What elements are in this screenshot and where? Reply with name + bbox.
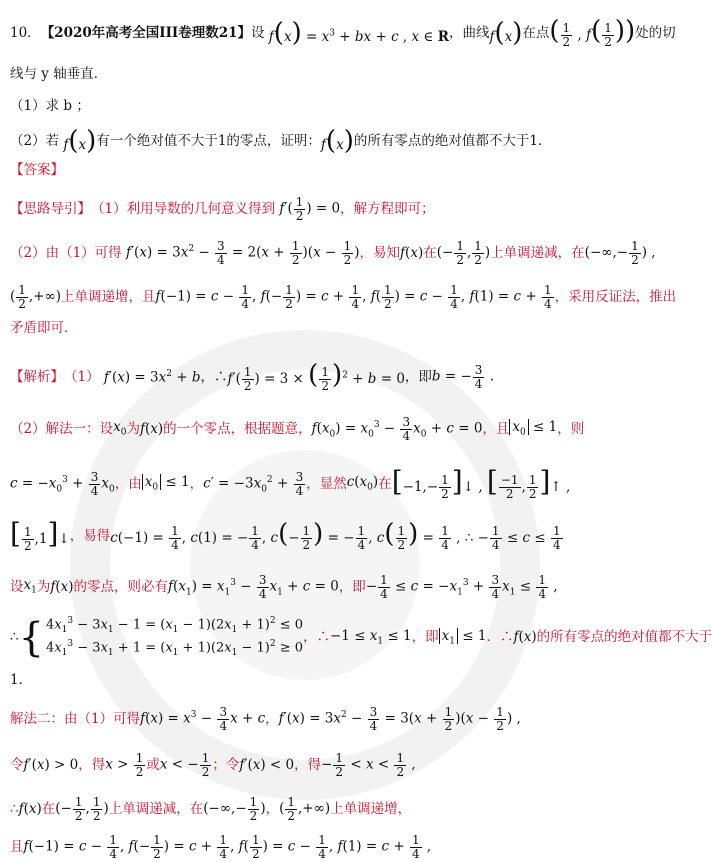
problem-number: 10． <box>10 24 41 41</box>
math: ∴ <box>10 629 19 646</box>
text: ， <box>265 710 279 727</box>
solution-line-system <box>10 614 712 661</box>
math: x < − $\frac{1}{2}$ <box>159 751 210 779</box>
answer-label: 【答案】 <box>10 162 64 178</box>
math: f(x) <box>18 800 42 817</box>
math: c(−1) = $\frac{1}{4}$ , c(1) = − $\frac{1}{4}$ , c(− $\frac{1}{2}$ ) = − $\frac{1}{4}$ , c( $\frac{1}{2}$ ) = $\frac{1}{4}$ , ∴ − $\frac{1}{4}$ ≤ c ≤ $\frac{1}{4}$ <box>110 519 561 552</box>
math: f(x) <box>320 126 354 156</box>
text: ，则 <box>557 420 585 437</box>
math: ( $\frac{1}{2}$ ,+∞) <box>10 283 62 311</box>
math: f(x) <box>400 244 424 261</box>
text: 1． <box>10 672 33 688</box>
math: (− $\frac{1}{2}$ , $\frac{1}{2}$ ) <box>55 795 109 823</box>
text: 在 <box>41 800 56 817</box>
text: 在 <box>378 475 392 492</box>
math: f′( $\frac{1}{2}$ ) = 3 × ( $\frac{1}{2}$ )$^2$ + b = 0 <box>227 360 405 393</box>
problem-part-2 <box>10 128 632 154</box>
brace: { <box>18 614 45 661</box>
math: $f(x_1) = x_1^3$ − $\frac{3}{4}$ $x_1 + c = 0$ <box>168 573 339 601</box>
problem-part-1 <box>10 98 632 115</box>
problem-line-1 <box>10 16 676 49</box>
solution-label: 【解析】 <box>10 368 64 385</box>
solution-line-ling <box>10 752 632 778</box>
text: 矛盾即可． <box>10 320 78 336</box>
problem-source: 【2020年高考全国III卷理数21】 <box>40 24 251 41</box>
math: f(x) <box>139 420 164 437</box>
math: f(x) <box>513 629 537 646</box>
problem-line-2 <box>10 66 632 83</box>
solution-method1 <box>10 416 632 442</box>
solution-line-inc <box>10 517 632 553</box>
text: 线与 y 轴垂直． <box>10 66 108 82</box>
text: ，解方程即可； <box>340 200 435 217</box>
hint-label: 【思路导引】 <box>10 200 91 217</box>
math: $c = -x_0^3$ + $\frac{3}{4}$ $x_0$ <box>10 470 115 498</box>
math-system: $4x_1^3 - 3x_1 - 1 = (x_1 - 1)(2x_1 + 1)^2 \le 0$ $4x_1^3 - 3x_1 + 1 = (x_1 + 1)(2x_1 - 1)^2 \ge 0$ <box>46 616 303 658</box>
text: （2）若 <box>10 132 60 149</box>
math: f(−1) = c − $\frac{1}{4}$ , f(− $\frac{1}{2}$ ) = c + $\frac{1}{4}$ , f( $\frac{1}{2}$ ) = c − $\frac{1}{4}$ , f(1) = c + $\frac{1}{4}$ , <box>23 833 432 861</box>
math: $f'(x) = 3x^2$ − $\frac{3}{4}$ = 2(x + $\frac{1}{2}$ )(x − $\frac{1}{2}$ ) <box>125 239 360 267</box>
text: ．∴ <box>486 629 514 646</box>
math: $f(x) = x^3$ + bx + c , x ∈ R <box>268 18 449 49</box>
text: 在点 <box>522 24 550 41</box>
math: $x_0$ <box>113 419 127 438</box>
text: ，由 <box>114 475 142 492</box>
math: $-1 \le x_1 \le 1$ <box>330 627 412 647</box>
text: 的零点，则必有 <box>73 578 169 595</box>
math: [−1,− $\frac{1}{2}$ ]↓ , [ $\frac{-1}{2}$ , $\frac{1}{2}$ ]↑ , <box>391 465 571 501</box>
hint-line-3 <box>10 283 677 311</box>
math: b = − $\frac{3}{4}$ . <box>431 363 495 391</box>
text: 上单调递增，且 <box>61 288 156 305</box>
math: − $\frac{1}{2}$ < x < $\frac{1}{2}$ , <box>321 751 416 779</box>
text: ，得 <box>78 756 106 773</box>
math: (−∞,− $\frac{1}{2}$ ) , <box>584 239 656 267</box>
text: ，易得 <box>69 527 111 544</box>
text: 上单调递减，在 <box>108 800 204 817</box>
text: 处的切 <box>635 24 676 41</box>
text: 上单调递减，在 <box>490 244 585 261</box>
math: $f'(x) = 3x^2$ − $\frac{3}{4}$ = 3(x + $\frac{1}{2}$ )(x − $\frac{1}{2}$ ) , <box>278 705 521 733</box>
text: 有一个绝对值不大于1的零点，证明： <box>96 132 321 149</box>
text: ，得 <box>294 756 322 773</box>
math: (− $\frac{1}{2}$ , $\frac{1}{2}$ ) <box>436 239 491 267</box>
text: 令 <box>10 756 24 773</box>
text: （1） <box>64 368 100 385</box>
text: 在 <box>423 244 437 261</box>
text: ，曲线 <box>448 24 490 41</box>
solution-line-end <box>10 672 632 689</box>
text: ， <box>189 475 204 492</box>
math: f′(x) > 0 <box>23 756 79 773</box>
text: ；令 <box>212 756 240 773</box>
math: $x_0 \le 1$ <box>142 474 190 494</box>
solution-line-c <box>10 465 632 501</box>
math: $c' = -3x_0^2$ + $\frac{3}{4}$ <box>203 470 304 498</box>
solution-line-mono <box>10 796 632 822</box>
text: ∴ <box>10 800 19 817</box>
math: $c(x_0)$ <box>346 474 379 494</box>
text: 设 <box>10 578 24 595</box>
math: x > $\frac{1}{2}$ <box>105 751 144 779</box>
text: 的所有零点的绝对值都不大于 <box>536 629 712 646</box>
text: ，易知 <box>359 244 401 261</box>
text: ，即 <box>404 368 432 385</box>
math: f′( $\frac{1}{2}$ ) = 0 <box>279 195 341 223</box>
text: 设 <box>251 24 265 41</box>
math: ( $\frac{1}{2}$ ,+∞) <box>279 795 331 823</box>
text: ，即 <box>338 578 366 595</box>
text: ，且 <box>482 420 510 437</box>
text: 为 <box>126 420 140 437</box>
solution-line-last <box>10 834 632 860</box>
text: 解法二：由（1）可得 <box>10 710 141 727</box>
text: （2）解法一：设 <box>10 420 114 437</box>
math: (−∞,− $\frac{1}{2}$ ) <box>203 795 266 823</box>
text: 的所有零点的绝对值都不大于1． <box>353 132 552 149</box>
text: ，∴ <box>303 629 330 646</box>
math: f(x) <box>50 578 74 595</box>
text: （2）由（1）可得 <box>10 244 122 261</box>
text: 为 <box>36 578 51 595</box>
text: ，显然 <box>306 475 347 492</box>
hint-line-1 <box>10 196 632 222</box>
text: ，∴ <box>200 368 228 385</box>
text: 上单调递增， <box>330 800 412 817</box>
text: （1）求 b ； <box>10 98 90 114</box>
math: f′(x) < 0 <box>239 756 295 773</box>
math: $x_0 \le 1$ <box>509 419 557 439</box>
text: 或 <box>146 756 160 773</box>
math: $x_1$ <box>23 577 37 596</box>
text: ， <box>265 800 280 817</box>
hint-line-4 <box>10 320 632 337</box>
math: $f'(x) = 3x^2 + b$ <box>103 368 201 386</box>
text: ，采用反证法，推出 <box>554 288 677 305</box>
solution-method2 <box>10 706 632 732</box>
text: 且 <box>10 838 24 855</box>
hint-line-2 <box>10 239 656 267</box>
text: 的一个零点，根据题意， <box>163 420 312 437</box>
math: $f(x_0) = x_0^3$ − $\frac{3}{4}$ $x_0 + c = 0$ <box>311 415 483 443</box>
text: （1）利用导数的几何意义得到 <box>91 200 276 217</box>
solution-line-zero <box>10 574 632 600</box>
math: − $\frac{1}{4}$ ≤ $c = -x_1^3$ + $\frac{3}{4}$ $x_1$ ≤ $\frac{1}{4}$ , <box>365 573 558 601</box>
math: f(−1) = c − $\frac{1}{4}$ , f(− $\frac{1}{2}$ ) = c + $\frac{1}{4}$ , f( $\frac{1}{2}$ ) = c − $\frac{1}{4}$ , f(1) = c + $\frac{1}{4}$ <box>155 283 552 311</box>
math: [ $\frac{1}{2}$ ,1]↓ <box>10 517 70 553</box>
math: $f(x) = x^3$ − $\frac{3}{4}$ x + c <box>140 705 266 733</box>
math: f(x) <box>489 18 523 49</box>
text: ，即 <box>411 629 439 646</box>
math: $x_1 \le 1$ <box>439 628 487 648</box>
solution-line-1 <box>10 362 632 393</box>
math: ( $\frac{1}{2}$ , f( $\frac{1}{2}$ )) <box>549 16 636 49</box>
math: f(x) <box>63 126 97 156</box>
